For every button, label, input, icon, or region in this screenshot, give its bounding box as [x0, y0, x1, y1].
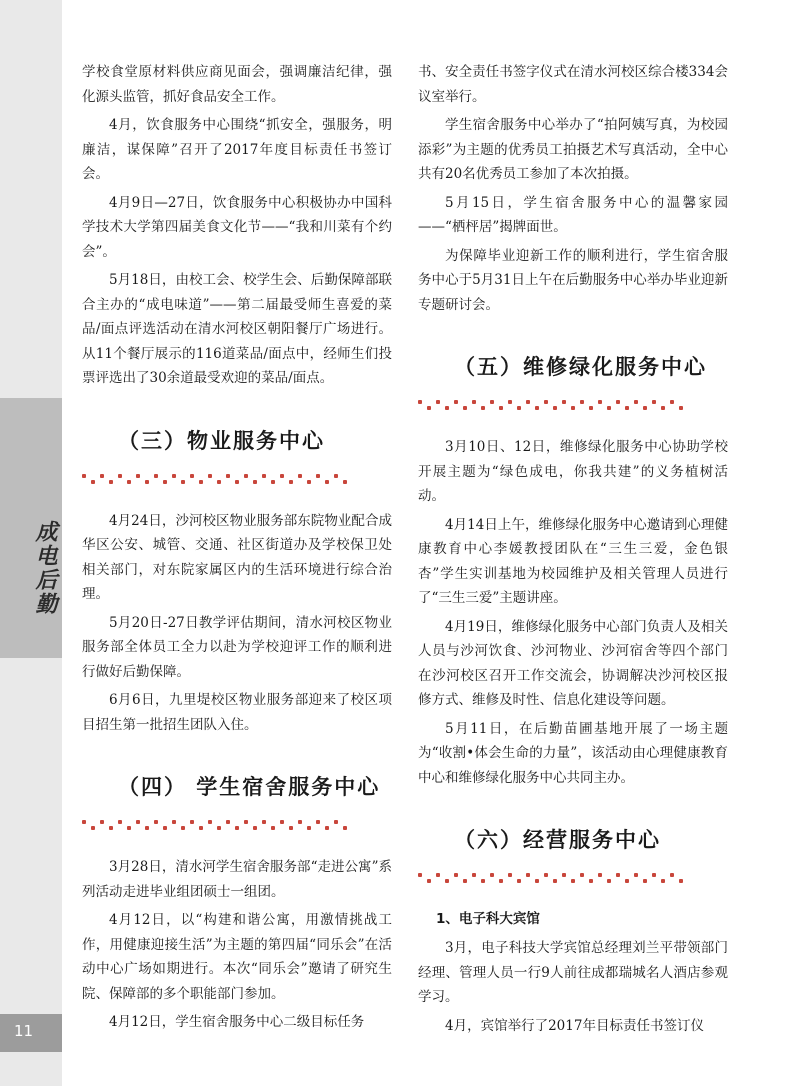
decorative-dot [490, 873, 494, 877]
decorative-dot [217, 826, 221, 830]
decorative-dot [580, 873, 584, 877]
decorative-dot [163, 480, 167, 484]
decorative-dot [262, 474, 266, 478]
decorative-dot [580, 400, 584, 404]
decorative-dot [334, 474, 338, 478]
decorative-dot [589, 406, 593, 410]
decorative-dot [226, 474, 230, 478]
decorative-dot [652, 400, 656, 404]
decorative-dot [670, 873, 674, 877]
decorative-dot [82, 820, 86, 824]
paragraph: 3月，电子科技大学宾馆总经理刘兰平带领部门经理、管理人员一行9人前往成都瑞城名人酒店参观学习。 [418, 940, 728, 1005]
section-heading-3 [82, 423, 392, 479]
decorative-dot [454, 400, 458, 404]
decorative-dot [607, 879, 611, 883]
decorative-dot [517, 406, 521, 410]
decorative-dot [262, 820, 266, 824]
decorative-dot [145, 826, 149, 830]
decorative-dot [208, 474, 212, 478]
decorative-dot [553, 879, 557, 883]
decorative-dot [526, 400, 530, 404]
decorative-dot [499, 879, 503, 883]
decorative-dot [670, 400, 674, 404]
decorative-dot [517, 879, 521, 883]
paragraph: 4月24日，沙河校区物业服务部东院物业配合成华区公安、城管、交通、社区街道办及学校保卫处相关部门，对东院家属区内的生活环境进行综合治理。 [82, 512, 392, 602]
paragraph: 6月6日，九里堤校区物业服务部迎来了校区项目招生第一批招生团队入住。 [82, 692, 392, 733]
paragraph: 4月12日，以“构建和谐公寓，用激情挑战工作，用健康迎接生活”为主题的第四届“同乐会”在活动中心广场如期进行。本次“同乐会”邀请了研究生院、保障部的多个职能部门参加。 [82, 912, 392, 1002]
paragraph: 4月12日，学生宿舍服务中心二级目标任务 [109, 1014, 365, 1030]
decorative-dot [661, 406, 665, 410]
decorative-dot [298, 820, 302, 824]
decorative-dot [190, 474, 194, 478]
decorative-dot [454, 873, 458, 877]
paragraph: 书、安全责任书签字仪式在清水河校区综合楼334会议室举行。 [418, 64, 728, 105]
decorative-dot [163, 826, 167, 830]
paragraph: 4月9日—27日，饮食服务中心积极协办中国科学技术大学第四届美食文化节——“我和川菜有个约会”。 [82, 194, 392, 260]
decorative-dot [271, 826, 275, 830]
section-heading-6 [418, 822, 728, 878]
decorative-dot [280, 820, 284, 824]
decorative-dot [661, 879, 665, 883]
paragraph: 学校食堂原材料供应商见面会，强调廉洁纪律，强化源头监管，抓好食品安全工作。 [82, 64, 392, 105]
decorative-dot [307, 826, 311, 830]
section-heading-4 [82, 769, 392, 825]
decorative-dot [199, 480, 203, 484]
decorative-dot [508, 873, 512, 877]
decorative-dot [253, 480, 257, 484]
decorative-dot [463, 406, 467, 410]
section-title: （三）物业服务中心 [118, 428, 325, 453]
decorative-dot [472, 400, 476, 404]
decorative-dot [463, 879, 467, 883]
section-title: （五）维修绿化服务中心 [454, 355, 707, 379]
decorative-dot [625, 879, 629, 883]
decorative-dot [154, 820, 158, 824]
decorative-dot [571, 879, 575, 883]
decorative-dot [217, 480, 221, 484]
paragraph: 学生宿舍服务中心举办了“拍阿姨写真，为校园添彩”为主题的优秀员工拍摄艺术写真活动，全中心共有20名优秀员工参加了本次拍摄。 [418, 117, 728, 182]
decorative-dot [643, 406, 647, 410]
right-column [418, 60, 728, 1042]
decorative-dot [571, 406, 575, 410]
decorative-dot [127, 826, 131, 830]
decorative-dots [82, 463, 382, 477]
decorative-dot [616, 873, 620, 877]
decorative-dot [343, 480, 347, 484]
decorative-dot [445, 406, 449, 410]
decorative-dot [427, 406, 431, 410]
decorative-dot [181, 480, 185, 484]
decorative-dot [679, 406, 683, 410]
decorative-dot [145, 480, 149, 484]
decorative-dot [100, 820, 104, 824]
section-title: （六）经营服务中心 [454, 828, 661, 852]
decorative-dot [490, 400, 494, 404]
decorative-dot [436, 873, 440, 877]
decorative-dot [334, 820, 338, 824]
decorative-dot [598, 873, 602, 877]
left-column [82, 60, 392, 1039]
decorative-dot [343, 826, 347, 830]
decorative-dot [553, 406, 557, 410]
decorative-dot [427, 879, 431, 883]
decorative-dot [316, 474, 320, 478]
decorative-dot [526, 873, 530, 877]
decorative-dot [445, 879, 449, 883]
paragraph: 3月28日，清水河学生宿舍服务部“走进公寓”系列活动走进毕业组团硕士一组团。 [82, 859, 392, 900]
decorative-dot [589, 879, 593, 883]
decorative-dot [172, 474, 176, 478]
decorative-dot [634, 873, 638, 877]
decorative-dot [109, 826, 113, 830]
decorative-dot [244, 474, 248, 478]
decorative-dot [481, 406, 485, 410]
decorative-dot [235, 826, 239, 830]
decorative-dot [244, 820, 248, 824]
decorative-dot [316, 820, 320, 824]
paragraph: 5月15日，学生宿舍服务中心的温馨家园——“栖枰居”揭牌面世。 [418, 194, 728, 235]
paragraph: 4月19日，维修绿化服务中心部门负责人及相关人员与沙河饮食、沙河物业、沙河宿舍等四个部门在沙河校区召开工作交流会，协调解决沙河校区报修方式、维修及时性、信息化建设等问题。 [418, 618, 728, 708]
paragraph: 4月，宾馆举行了2017年目标责任书签订仪 [445, 1017, 704, 1034]
decorative-dot [436, 400, 440, 404]
decorative-dot [298, 474, 302, 478]
decorative-dot [181, 826, 185, 830]
decorative-dots [418, 389, 718, 403]
decorative-dot [616, 400, 620, 404]
decorative-dot [481, 879, 485, 883]
decorative-dot [499, 406, 503, 410]
decorative-dot [91, 480, 95, 484]
decorative-dot [190, 820, 194, 824]
decorative-dots [82, 809, 382, 823]
decorative-dot [652, 873, 656, 877]
decorative-dot [208, 820, 212, 824]
decorative-dot [325, 480, 329, 484]
paragraph: 4月14日上午，维修绿化服务中心邀请到心理健康教育中心李媛教授团队在“三生三爱，金色银杏”学生实训基地为校园维护及相关管理人员进行了“三生三爱”主题讲座。 [418, 516, 728, 606]
decorative-dot [625, 406, 629, 410]
decorative-dot [325, 826, 329, 830]
section-heading-5 [418, 349, 728, 405]
decorative-dot [118, 474, 122, 478]
decorative-dot [535, 879, 539, 883]
decorative-dot [253, 826, 257, 830]
decorative-dot [109, 480, 113, 484]
decorative-dot [82, 474, 86, 478]
paragraph: 3月10日、12日，维修绿化服务中心协助学校开展主题为“绿色成电，你我共建”的义务植树活动。 [418, 439, 728, 504]
decorative-dot [544, 873, 548, 877]
decorative-dot [226, 820, 230, 824]
decorative-dot [607, 406, 611, 410]
decorative-dots [418, 862, 718, 876]
subsection-title: 1、电子科大宾馆 [436, 911, 540, 927]
decorative-dot [544, 400, 548, 404]
decorative-dot [136, 820, 140, 824]
decorative-dot [100, 474, 104, 478]
paragraph: 5月20日-27日教学评估期间，清水河校区物业服务部全体员工全力以赴为学校迎评工作的顺利进行做好后勤保障。 [82, 614, 392, 680]
decorative-dot [235, 480, 239, 484]
decorative-dot [418, 873, 422, 877]
paragraph: 4月，饮食服务中心围绕“抓安全，强服务，明廉洁，谋保障”召开了2017年度目标责任书签订会。 [82, 117, 392, 182]
decorative-dot [289, 480, 293, 484]
decorative-dot [679, 879, 683, 883]
decorative-dot [472, 873, 476, 877]
decorative-dot [562, 873, 566, 877]
decorative-dot [154, 474, 158, 478]
decorative-dot [172, 820, 176, 824]
decorative-dot [562, 400, 566, 404]
paragraph: 5月18日，由校工会、校学生会、后勤保障部联合主办的“成电味道”——第二届最受师生喜爱的菜品/面点评选活动在清水河校区朝阳餐厅广场进行。从11个餐厅展示的116道菜品/面点中，经师生们投票评选出了30余道最受欢迎的菜品/面点。 [82, 272, 392, 386]
decorative-dot [598, 400, 602, 404]
decorative-dot [280, 474, 284, 478]
magazine-title: 成电后勤 [32, 520, 58, 616]
decorative-dot [91, 826, 95, 830]
decorative-dot [127, 480, 131, 484]
decorative-dot [271, 480, 275, 484]
decorative-dot [634, 400, 638, 404]
decorative-dot [535, 406, 539, 410]
paragraph: 5月11日，在后勤苗圃基地开展了一场主题为“收割•体会生命的力量”，该活动由心理健康教育中心和维修绿化服务中心共同主办。 [418, 720, 728, 786]
decorative-dot [508, 400, 512, 404]
decorative-dot [136, 474, 140, 478]
decorative-dot [307, 480, 311, 484]
decorative-dot [199, 826, 203, 830]
decorative-dot [118, 820, 122, 824]
paragraph: 为保障毕业迎新工作的顺利进行，学生宿舍服务中心于5月31日上午在后勤服务中心举办毕业迎新专题研讨会。 [418, 247, 728, 313]
section-title: （四） 学生宿舍服务中心 [118, 775, 381, 799]
decorative-dot [289, 826, 293, 830]
decorative-dot [643, 879, 647, 883]
decorative-dot [418, 400, 422, 404]
page-number: 11 [14, 1022, 34, 1040]
